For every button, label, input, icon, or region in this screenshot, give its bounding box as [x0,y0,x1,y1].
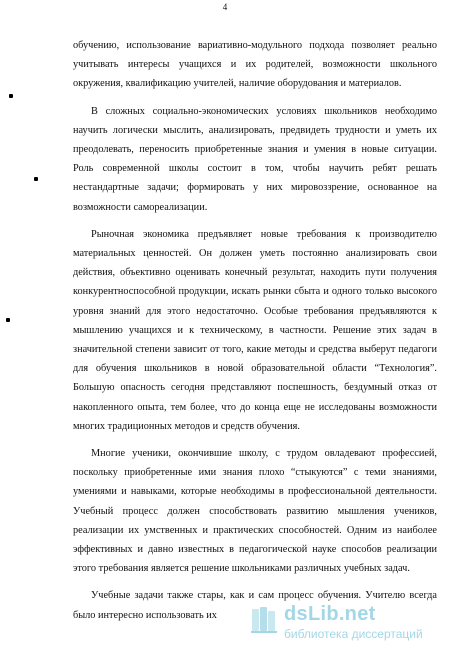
paragraph-4: Многие ученики, окончившие школу, с трудом овладевают профессией, поскольку приобретенные ими знания плохо “стыкуются” с теми знаниями, умениями и навыками, которые необходимы в профессиональной деятельности. Учебный процесс должен способствовать развитию мышления учеников, реализации их умственных и практических способностей. Одним из наиболее эффективных и давно известных в педагогической науке способов реализации этого требования является решение школьниками различных учебных задач. [73,448,437,575]
scan-dot-mark [6,318,10,322]
document-body [73,36,437,625]
watermark-subtitle: библиотека диссертаций [284,627,423,641]
paragraph-5: Учебные задачи также стары, как и сам процесс обучения. Учителю всегда было интересно использовать их [73,590,437,621]
page-number: 4 [222,2,228,12]
dslib-watermark [250,603,440,643]
paragraph-2: В сложных социально-экономических условиях школьников необходимо научить логически мыслить, анализировать, предвидеть трудности и уметь их преодолевать, переносить приобретенные знания и умения в новые ситуации. Роль современной школы состоит в том, чтобы научить ребят решать нестандартные задачи; формировать у них мировоззрение, основанное на возможности самореализации. [73,105,437,213]
scan-dot-mark [9,94,13,98]
paragraph-3: Рыночная экономика предъявляет новые требования к производителю материальных ценностей. Он должен уметь постоянно анализировать свои действия, объективно оценивать конечный результат, находить пути получения конкурентноспособной продукции, искать рынки сбыта и одного только высокого уровня знаний для этого недостаточно. Особые требования предъявляются к мышлению учащихся и к техническому, в частности. Решение этих задач в значительной степени зависит от того, какие методы и средства выберут педагоги для обучения школьников в новой образовательной области “Технология”. Большую опасность сегодня представляют поспешность, бездумный отказ от накопленного опыта, тем более, что до конца еще не исследованы возможности многих традиционных методов и средств обучения. [73,228,437,432]
paragraph-1: обучению, использование вариативно-модульного подхода позволяет реально учитывать интересы учащихся и их родителей, возможности школьного окружения, квалификацию учителей, наличие оборудования и материалов. [73,40,437,90]
scan-dot-mark [34,177,38,181]
book-stack-icon [250,605,278,635]
watermark-brand: dsLib.net [284,603,376,625]
